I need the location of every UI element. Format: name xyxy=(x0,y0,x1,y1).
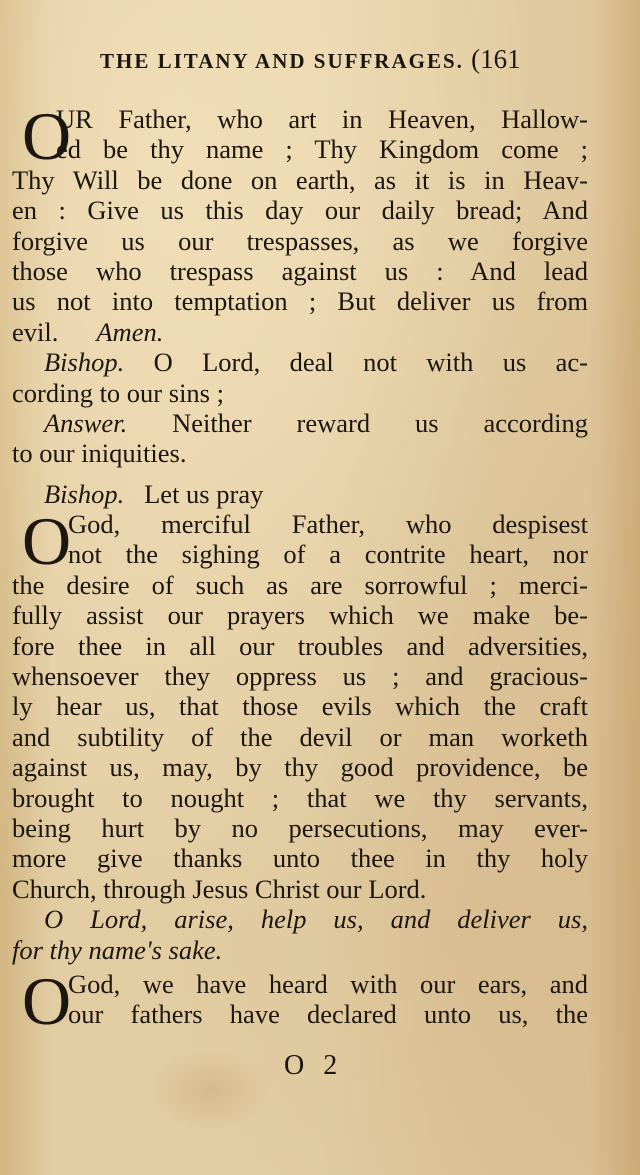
text-line: against us, may, by thy good providence, be xyxy=(12,752,588,783)
amen: Amen. xyxy=(96,316,164,347)
text-line: those who trespass against us : And lead xyxy=(12,255,588,286)
text-line: the desire of such as are sorrowful ; merci- xyxy=(12,569,588,600)
text-line: UR Father, who art in Heaven, Hallow- xyxy=(56,104,588,134)
text-line: cording to our sins ; xyxy=(12,377,224,408)
text-line: brought to nought ; that we thy servants, xyxy=(12,782,588,813)
text-line: Church, through Jesus Christ our Lord. xyxy=(12,873,427,904)
text-line: more give thanks unto thee in thy holy xyxy=(12,843,588,874)
page-text xyxy=(12,98,588,1039)
text-line: whensoever they oppress us ; and gracious- xyxy=(12,661,588,692)
text-line: fore thee in all our troubles and adversities, xyxy=(12,630,588,661)
text-line: and subtility of the devil or man worketh xyxy=(12,721,588,752)
next-prayer xyxy=(12,962,588,1039)
text-line: us not into temptation ; But deliver us from xyxy=(12,286,588,317)
text-line: Thy Will be done on earth, as it is in Heav- xyxy=(12,164,588,195)
page-number: (161 xyxy=(471,44,521,74)
invitation-text: Let us pray xyxy=(144,478,264,509)
paper-stain xyxy=(150,1050,270,1130)
lords-prayer xyxy=(12,98,588,347)
invitation-line xyxy=(12,479,588,509)
speaker-label: Bishop. xyxy=(44,478,125,509)
versicle xyxy=(12,347,588,469)
running-title: THE LITANY AND SUFFRAGES. xyxy=(100,49,464,73)
text-line: forgive us our trespasses, as we forgive xyxy=(12,225,588,256)
text-line: en : Give us this day our daily bread; And xyxy=(12,195,588,226)
text-line: not the sighing of a contrite heart, nor xyxy=(68,539,588,570)
response-line: for thy name's sake. xyxy=(12,934,223,965)
drop-cap: O xyxy=(22,98,72,174)
text-line: fully assist our prayers which we make be- xyxy=(12,600,588,631)
text-line: our fathers have declared unto us, the xyxy=(68,999,588,1030)
text-line: ly hear us, that those evils which the craft xyxy=(12,691,588,722)
text-line: God, merciful Father, who despisest xyxy=(68,509,588,540)
text-line xyxy=(12,317,588,347)
versicle-text: O Lord, deal not with us ac- xyxy=(153,347,588,378)
response xyxy=(12,904,588,965)
signature-mark: O 2 xyxy=(284,1050,344,1081)
response-line: O Lord, arise, help us, and deliver us, xyxy=(44,904,588,935)
running-header xyxy=(100,44,590,75)
answer-line xyxy=(12,408,588,438)
evil-word: evil. xyxy=(12,316,59,347)
bishop-line xyxy=(12,347,588,377)
drop-cap: O xyxy=(22,962,72,1039)
speaker-label: Answer. xyxy=(44,407,128,438)
text-line: God, we have heard with our ears, and xyxy=(68,968,588,999)
text-line: to our iniquities. xyxy=(12,438,187,469)
speaker-label: Bishop. xyxy=(44,347,125,378)
answer-text: Neither reward us according xyxy=(172,407,588,438)
collect xyxy=(12,503,588,904)
drop-cap: O xyxy=(22,503,72,580)
text-line: ed be thy name ; Thy Kingdom come ; xyxy=(56,134,588,165)
text-line: being hurt by no persecutions, may ever- xyxy=(12,812,588,843)
